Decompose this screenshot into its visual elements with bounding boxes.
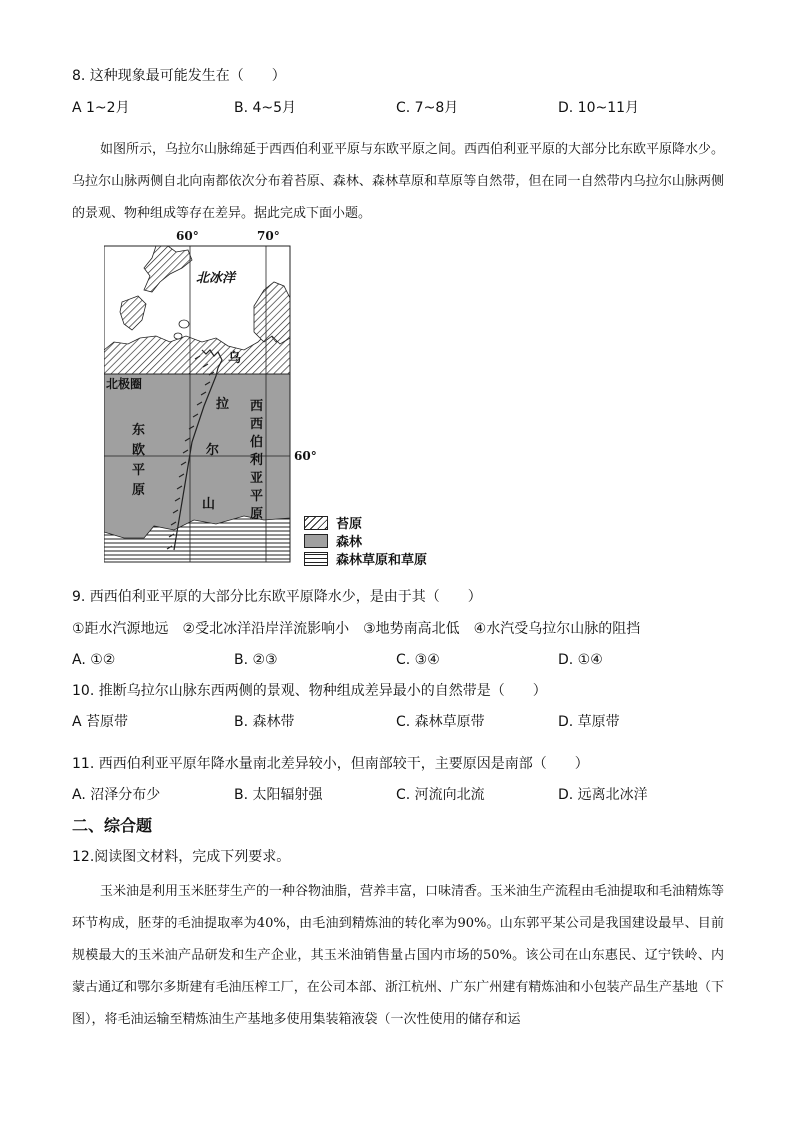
legend-tundra-label: 苔原	[336, 517, 363, 532]
q9-statements: ①距水汽源地远 ②受北冰洋沿岸洋流影响小 ③地势南高北低 ④水汽受乌拉尔山脉的阻挡	[72, 621, 641, 637]
map-passage	[72, 134, 724, 230]
q10-option-a[interactable]: A 苔原带	[72, 714, 129, 730]
legend-steppe	[304, 549, 427, 568]
q11-option-c[interactable]: C. 河流向北流	[396, 787, 485, 803]
legend-tundra-swatch	[304, 516, 328, 530]
east-europe-plain-char-2: 欧	[132, 443, 146, 458]
legend-steppe-label: 森林草原和草原	[336, 553, 428, 568]
q12-stem: 12.阅读图文材料，完成下列要求。	[72, 849, 291, 865]
west-siberia-char-1: 西	[250, 399, 264, 414]
west-siberia-char-7: 原	[250, 507, 264, 522]
west-siberia-char-2: 西	[250, 417, 264, 432]
q8-option-c[interactable]: C. 7~8月	[396, 100, 459, 116]
islet-2	[174, 333, 182, 339]
legend-forest-label: 森林	[336, 535, 363, 550]
q11-option-d[interactable]: D. 远离北冰洋	[558, 787, 648, 803]
section-heading: 二、综合题	[72, 816, 153, 835]
q9-option-a[interactable]: A. ①②	[72, 652, 116, 668]
legend-tundra	[304, 513, 362, 532]
arctic-circle-label: 北极圈	[106, 377, 143, 391]
west-siberia-char-5: 亚	[250, 471, 264, 486]
q8-stem: 8. 这种现象最可能发生在（ ）	[72, 68, 286, 84]
west-siberia-char-6: 平	[250, 489, 264, 504]
legend-forest	[304, 531, 362, 550]
q9-option-d[interactable]: D. ①④	[558, 652, 603, 668]
q12-material-text: 玉米油是利用玉米胚芽生产的一种谷物油脂，营养丰富，口味清香。玉米油生产流程由毛油提取和毛油精炼等环节构成，胚芽的毛油提取率为40%，由毛油到精炼油的转化率为90%。山东郭平某公司是我国建设最早、目前规模最大的玉米油产品研发和生产企业，其玉米油销售量占国内市场的50%。该公司在山东惠民、辽宁铁岭、内蒙古通辽和鄂尔多斯建有毛油压榨工厂，在公司本部、浙江杭州、广东广州建有精炼油和小包装产品生产基地（下图），将毛油运输至精炼油生产基地多使用集装箱液袋（一次性使用的储存和运	[72, 884, 724, 1026]
west-siberia-char-3: 伯	[250, 435, 264, 450]
q8-option-b[interactable]: B. 4~5月	[234, 100, 297, 116]
arctic-ocean-label: 北冰洋	[196, 271, 236, 286]
q12-material	[72, 876, 724, 1026]
ural-char-1: 乌	[228, 351, 242, 366]
ural-char-2: 拉	[216, 397, 230, 412]
q10-stem: 10. 推断乌拉尔山脉东西两侧的景观、物种组成差异最小的自然带是（ ）	[72, 683, 547, 699]
ural-char-4: 山	[202, 497, 216, 512]
q8-option-d[interactable]: D. 10~11月	[558, 100, 640, 116]
q9-option-b[interactable]: B. ②③	[234, 652, 278, 668]
q10-option-c[interactable]: C. 森林草原带	[396, 714, 485, 730]
q10-option-d[interactable]: D. 草原带	[558, 714, 620, 730]
legend-steppe-swatch	[304, 552, 328, 566]
q11-option-a[interactable]: A. 沼泽分布少	[72, 787, 161, 803]
q11-option-b[interactable]: B. 太阳辐射强	[234, 787, 323, 803]
q11-stem: 11. 西西伯利亚平原年降水量南北差异较小，但南部较干，主要原因是南部（ ）	[72, 756, 589, 772]
longitude-60-label: 60°	[176, 229, 199, 243]
ural-char-3: 尔	[206, 443, 220, 458]
q8-option-a[interactable]: A 1~2月	[72, 100, 130, 116]
ural-region-map	[104, 228, 334, 568]
east-europe-plain-char-1: 东	[132, 423, 146, 438]
islet	[179, 320, 189, 328]
longitude-70-label: 70°	[257, 229, 280, 243]
east-europe-plain-char-3: 平	[132, 463, 146, 478]
latitude-60-label: 60°	[294, 449, 317, 463]
east-europe-plain-char-4: 原	[132, 483, 146, 498]
map-passage-text: 如图所示，乌拉尔山脉绵延于西西伯利亚平原与东欧平原之间。西西伯利亚平原的大部分比东欧平原降水少。乌拉尔山脉两侧自北向南都依次分布着苔原、森林、森林草原和草原等自然带，但在同一自然带内乌拉尔山脉两侧的景观、物种组成等存在差异。据此完成下面小题。	[72, 142, 725, 221]
west-siberia-char-4: 利	[250, 453, 264, 468]
q10-option-b[interactable]: B. 森林带	[234, 714, 295, 730]
q9-option-c[interactable]: C. ③④	[396, 652, 440, 668]
legend-forest-swatch	[304, 534, 328, 548]
q9-stem: 9. 西西伯利亚平原的大部分比东欧平原降水少，是由于其（ ）	[72, 589, 482, 605]
